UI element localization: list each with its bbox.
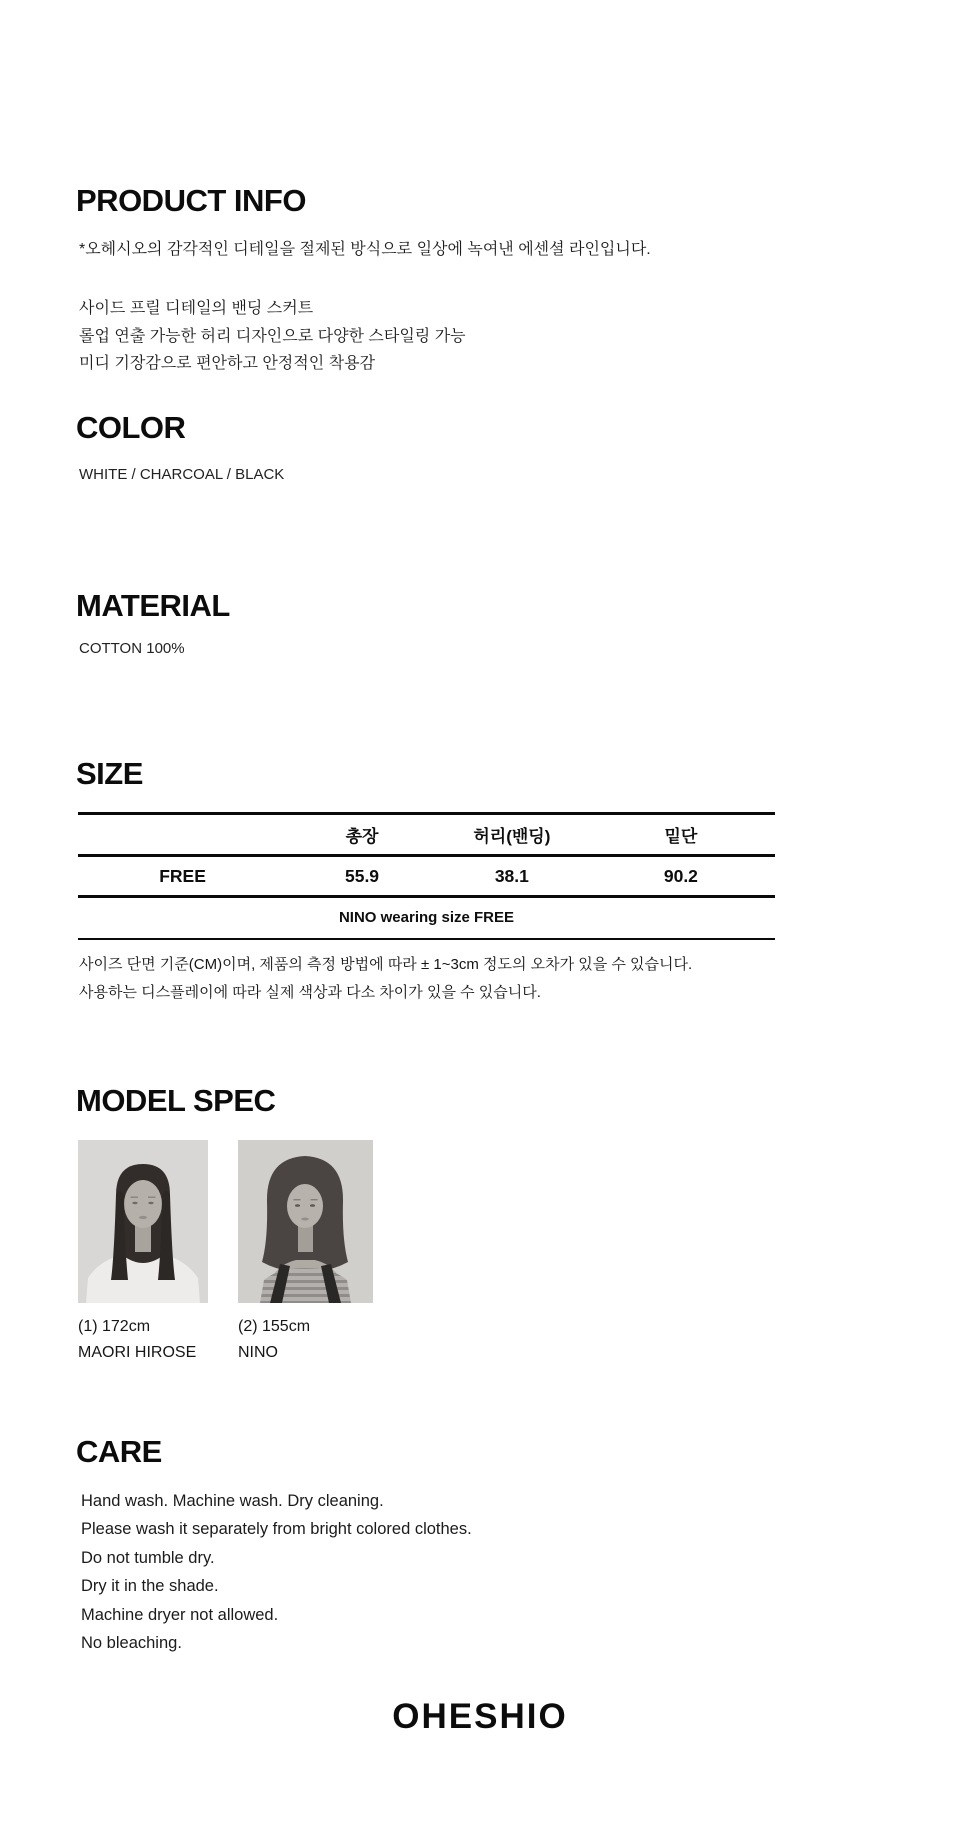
size-col-header-waist: 허리(밴딩) bbox=[473, 827, 551, 846]
model-spec-heading: MODEL SPEC bbox=[76, 1083, 276, 1118]
product-feature-line: 롤업 연출 가능한 허리 디자인으로 다양한 스타일링 가능 bbox=[79, 327, 466, 345]
size-table-data-row bbox=[78, 856, 775, 897]
product-feature-line: 사이드 프릴 디테일의 밴딩 스커트 bbox=[79, 300, 314, 317]
care-heading: CARE bbox=[76, 1434, 162, 1469]
size-col-header-hem: 밑단 bbox=[664, 827, 698, 846]
product-intro-text: *오헤시오의 감각적인 디테일을 절제된 방식으로 일상에 녹여낸 에센셜 라인입니다. bbox=[79, 241, 651, 258]
size-row-label: FREE bbox=[159, 865, 206, 886]
brand-logo: OHESHIO bbox=[392, 1697, 568, 1736]
model-1-portrait-illustration bbox=[78, 1140, 208, 1303]
size-value-waist: 38.1 bbox=[494, 865, 529, 886]
size-notes bbox=[79, 951, 692, 1006]
care-line: No bleaching. bbox=[81, 1634, 182, 1653]
model-2-height: (2) 155cm bbox=[238, 1318, 311, 1335]
model-1-height: (1) 172cm bbox=[78, 1318, 151, 1335]
model-photo-2 bbox=[238, 1140, 373, 1303]
care-line: Please wash it separately from bright colored clothes. bbox=[81, 1520, 472, 1539]
size-note-line: 사이즈 단면 기준(CM)이며, 제품의 측정 방법에 따라 ± 1~3cm 정도의 오차가 있을 수 있습니다. bbox=[79, 956, 693, 973]
size-note-line: 사용하는 디스플레이에 따라 실제 색상과 다소 차이가 있을 수 있습니다. bbox=[79, 983, 541, 1001]
size-table-header-row bbox=[78, 814, 775, 856]
size-heading: SIZE bbox=[76, 756, 143, 791]
size-value-hem: 90.2 bbox=[663, 865, 698, 886]
product-feature-line: 미디 기장감으로 편안하고 안정적인 착용감 bbox=[79, 355, 375, 372]
care-line: Dry it in the shade. bbox=[81, 1577, 219, 1596]
care-line: Hand wash. Machine wash. Dry cleaning. bbox=[81, 1492, 384, 1510]
size-col-header-blank bbox=[78, 814, 287, 856]
model-2-label bbox=[238, 1314, 310, 1365]
material-value-text: COTTON 100% bbox=[79, 640, 185, 657]
size-table bbox=[78, 812, 775, 940]
product-info-heading: PRODUCT INFO bbox=[76, 183, 306, 218]
model-1-name: MAORI HIROSE bbox=[78, 1343, 197, 1361]
care-line: Machine dryer not allowed. bbox=[81, 1605, 279, 1624]
model-1-label bbox=[78, 1314, 196, 1365]
color-heading: COLOR bbox=[76, 410, 186, 445]
model-2-portrait-illustration bbox=[238, 1140, 373, 1303]
care-line: Do not tumble dry. bbox=[81, 1548, 215, 1567]
size-col-header-length: 총장 bbox=[345, 827, 379, 846]
size-table-footnote-row bbox=[78, 897, 775, 939]
size-value-length: 55.9 bbox=[344, 865, 380, 886]
color-options-text: WHITE / CHARCOAL / BLACK bbox=[79, 466, 285, 483]
size-table-footnote: NINO wearing size FREE bbox=[338, 909, 515, 927]
material-heading: MATERIAL bbox=[76, 588, 230, 623]
model-photo-1 bbox=[78, 1140, 208, 1303]
model-2-name: NINO bbox=[238, 1343, 278, 1361]
care-instructions bbox=[81, 1487, 472, 1657]
product-feature-list bbox=[79, 295, 466, 378]
